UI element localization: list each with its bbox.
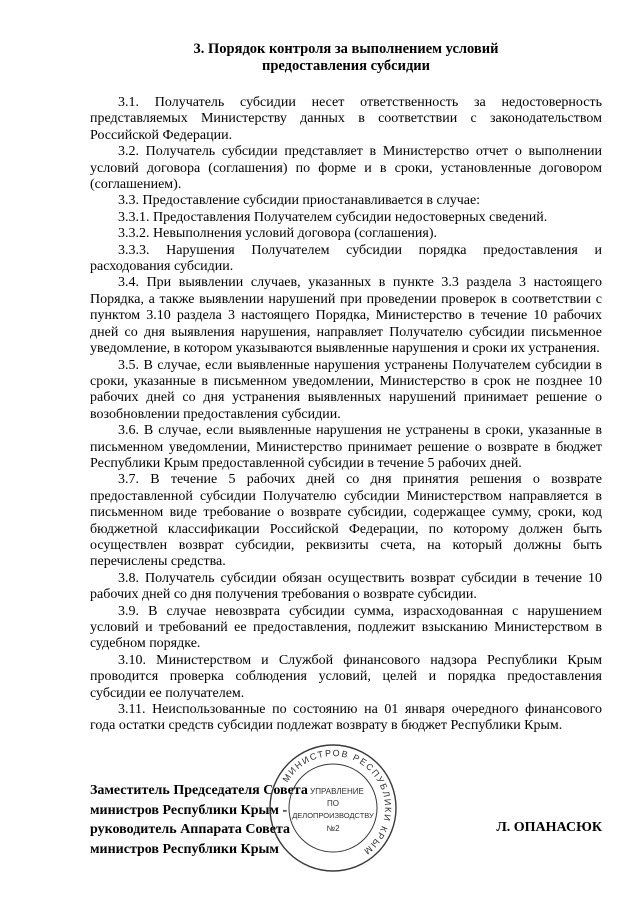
section-body	[90, 95, 602, 735]
stamp-ring-text: МИНИСТРОВ РЕСПУБЛИКИ КРЫМ	[280, 747, 394, 858]
paragraph-3-8: 3.8. Получатель субсидии обязан осуществить возврат субсидии в течение 10 рабочих дней со дня получения требования о возврате субсидии.	[90, 570, 602, 603]
paragraph-3-3-1: 3.3.1. Предоставления Получателем субсидии недостоверных сведений.	[118, 209, 548, 225]
signature-line-2: министров Республики Крым -	[90, 802, 288, 818]
paragraph-3-4: 3.4. При выявлении случаев, указанных в пункте 3.3 раздела 3 настоящего Порядка, а также выявлении нарушений при проведении проверок в соответствии с пунктом 3.10 раздела 3 настоящего Порядка, Министерство в течение 10 рабочих дней со дня выявления нарушения, направляет Получателю субсидии письменное уведомление, в котором указываются выявленные нарушения и сроки их устранения.	[90, 275, 602, 357]
stamp-center-line-3: ДЕЛОПРОИЗВОДСТВУ	[292, 811, 374, 820]
signer-name: Л. ОПАНАСЮК	[496, 820, 602, 835]
heading-line-1: 3. Порядок контроля за выполнением условий	[193, 41, 499, 57]
paragraph-3-5: 3.5. В случае, если выявленные нарушения устранены Получателем субсидии в сроки, указанные в письменном уведомлении, Министерство в срок не позднее 10 рабочих дней со дня устранения выявленных нарушений принимает решение о возобновлении предоставления субсидии.	[90, 357, 602, 422]
section-heading	[90, 41, 602, 75]
heading-line-2: предоставления субсидии	[261, 58, 430, 74]
signature-line-4: министров Республики Крым	[90, 841, 279, 857]
paragraph-3-11: 3.11. Неиспользованные по состоянию на 01 января очередного финансового года остатки средств субсидии подлежат возврату в бюджет Республики Крым.	[90, 702, 602, 734]
signature-block	[90, 781, 308, 859]
stamp-center-line-4: №2	[326, 824, 340, 833]
paragraph-3-1: 3.1. Получатель субсидии несет ответственность за недостоверность представляемых Министерству данных в соответствии с законодательством Российской Федерации.	[90, 95, 602, 143]
stamp-center-line-2: ПО	[327, 799, 339, 808]
signature-line-3: руководитель Аппарата Совета	[90, 822, 290, 837]
signature-line-1: Заместитель Председателя Совета	[90, 783, 308, 798]
stamp-center-line-1: УПРАВЛЕНИЕ	[310, 787, 364, 796]
paragraph-3-6: 3.6. В случае, если выявленные нарушения не устранены в сроки, указанные в письменном уведомлении, Министерство принимает решение о возврате в бюджет Республики Крым предоставленной субсидии в течение 5 рабочих дней.	[90, 423, 602, 471]
paragraph-3-2: 3.2. Получатель субсидии представляет в Министерство отчет о выполнении условий договора (соглашения) по форме и в сроки, установленные договором (соглашением).	[90, 144, 602, 193]
paragraph-3-3-2: 3.3.2. Невыполнения условий договора (соглашения).	[118, 226, 437, 242]
paragraph-3-9: 3.9. В случае невозврата субсидии сумма, израсходованная с нарушением условий и требований ее предоставления, подлежит взысканию Министерством в судебном порядке.	[90, 603, 602, 652]
paragraph-3-3: 3.3. Предоставление субсидии приостанавливается в случае:	[118, 193, 481, 209]
paragraph-3-10: 3.10. Министерством и Службой финансового надзора Республики Крым проводится проверка соблюдения условий, целей и порядка предоставления субсидии ее получателем.	[90, 652, 602, 701]
paragraph-3-3-3: 3.3.3. Нарушения Получателем субсидии порядка предоставления и расходования субсидии.	[90, 242, 602, 275]
paragraph-3-7: 3.7. В течение 5 рабочих дней со дня принятия решения о возврате предоставленной субсидии Получателю субсидии Министерством направляется в письменном виде требование о возврате субсидии, содержащее сумму, сроки, код бюджетной классификации Российской Федерации, по которому должен быть осуществлен возврат субсидии, реквизиты счета, на который должны быть перечислены средства.	[90, 472, 602, 570]
